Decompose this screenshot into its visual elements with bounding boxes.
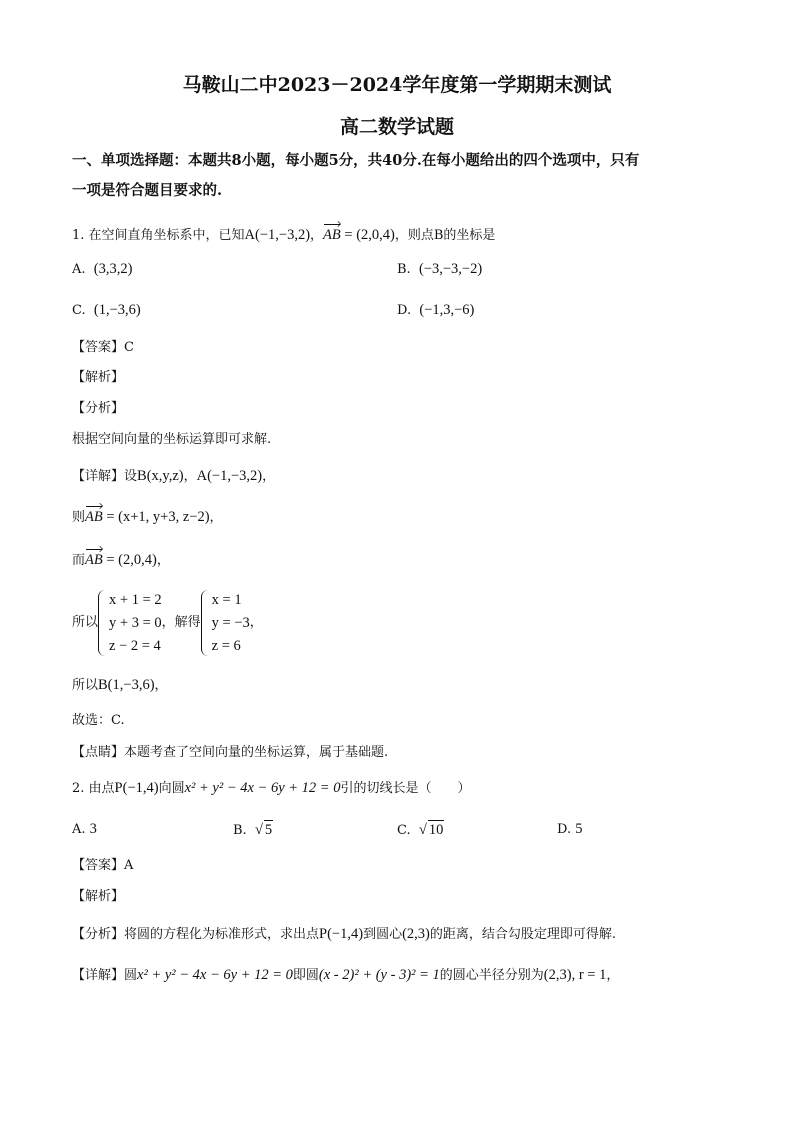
q1-vector-given: 而AB = (2,0,4)， [72, 552, 170, 568]
q1-vector-value: = (2,0,4) [340, 227, 395, 243]
q2-option-a: A. 3 [72, 821, 97, 837]
q1-fenxi-text: 根据空间向量的坐标运算即可求解. [72, 432, 272, 447]
q1-vector-ab: AB [323, 227, 341, 243]
q2-option-d: D. 5 [557, 821, 583, 837]
q1-choice: 故选：C. [72, 713, 125, 728]
q1-stem-prefix: 1. 在空间直角坐标系中，已知 [72, 228, 245, 243]
q1-vector-expression: 则AB = (x+1, y+3, z−2)， [72, 509, 223, 525]
q2-option-c: C. √ 10 [397, 822, 444, 838]
q1-comment: 【点睛】本题考查了空间向量的坐标运算，属于基础题. [72, 745, 389, 760]
q1-analysis-tag: 【解析】 [72, 370, 125, 385]
q1-result: 所以B(1,−3,6)， [72, 677, 168, 693]
q1-system-1: x + 1 = 2 y + 3 = 0 z − 2 = 4 [98, 589, 162, 658]
q2-detail: 【详解】圆x² + y² − 4x − 6y + 12 = 0即圆(x - 2)² + (y - 3)² = 1的圆心半径分别为(2,3), r = 1， [72, 967, 620, 983]
q1-answer: 【答案】C [72, 340, 134, 355]
q1-stem-suffix: ，则点B的坐标是 [394, 228, 496, 243]
q2-analysis-tag: 【解析】 [72, 889, 125, 904]
q1-sep: ， [310, 228, 324, 243]
q1-equation-systems: 所以 x + 1 = 2 y + 3 = 0 z − 2 = 4 ，解得 x = 1 y = −3 z = 6 ， [72, 588, 263, 658]
q1-stem [72, 226, 495, 245]
q1-option-a: A. (3,3,2) [72, 261, 133, 277]
q2-stem: 2. 由点P(−1,4)向圆x² + y² − 4x − 6y + 12 = 0引的切线长是（ ） [72, 780, 471, 796]
q2-fenxi: 【分析】将圆的方程化为标准形式，求出点P(−1,4)到圆心(2,3)的距离，结合勾股定理即可得解. [72, 926, 617, 942]
section-heading-line2: 一项是符合题目要求的. [72, 182, 223, 199]
exam-subtitle: 高二数学试题 [339, 116, 454, 138]
q1-system-2: x = 1 y = −3 z = 6 [201, 589, 250, 658]
section-heading-line1: 一、单项选择题：本题共8小题，每小题5分，共40分.在每小题给出的四个选项中，只有 [72, 152, 640, 169]
q1-option-b: B. (−3,−3,−2) [397, 261, 483, 277]
q1-fenxi-tag: 【分析】 [72, 401, 125, 416]
q1-option-d: D. (−1,3,−6) [397, 302, 475, 318]
exam-title: 马鞍山二中2023－2024学年度第一学期期末测试 [182, 74, 612, 96]
q2-option-b: B. √ 5 [233, 822, 273, 838]
q1-point-a: A(−1,−3,2) [244, 227, 311, 243]
q2-answer: 【答案】A [72, 858, 134, 873]
q1-detail-line: 【详解】设B(x,y,z)，A(−1,−3,2)， [72, 468, 276, 484]
q1-option-c: C. (1,−3,6) [72, 302, 141, 318]
